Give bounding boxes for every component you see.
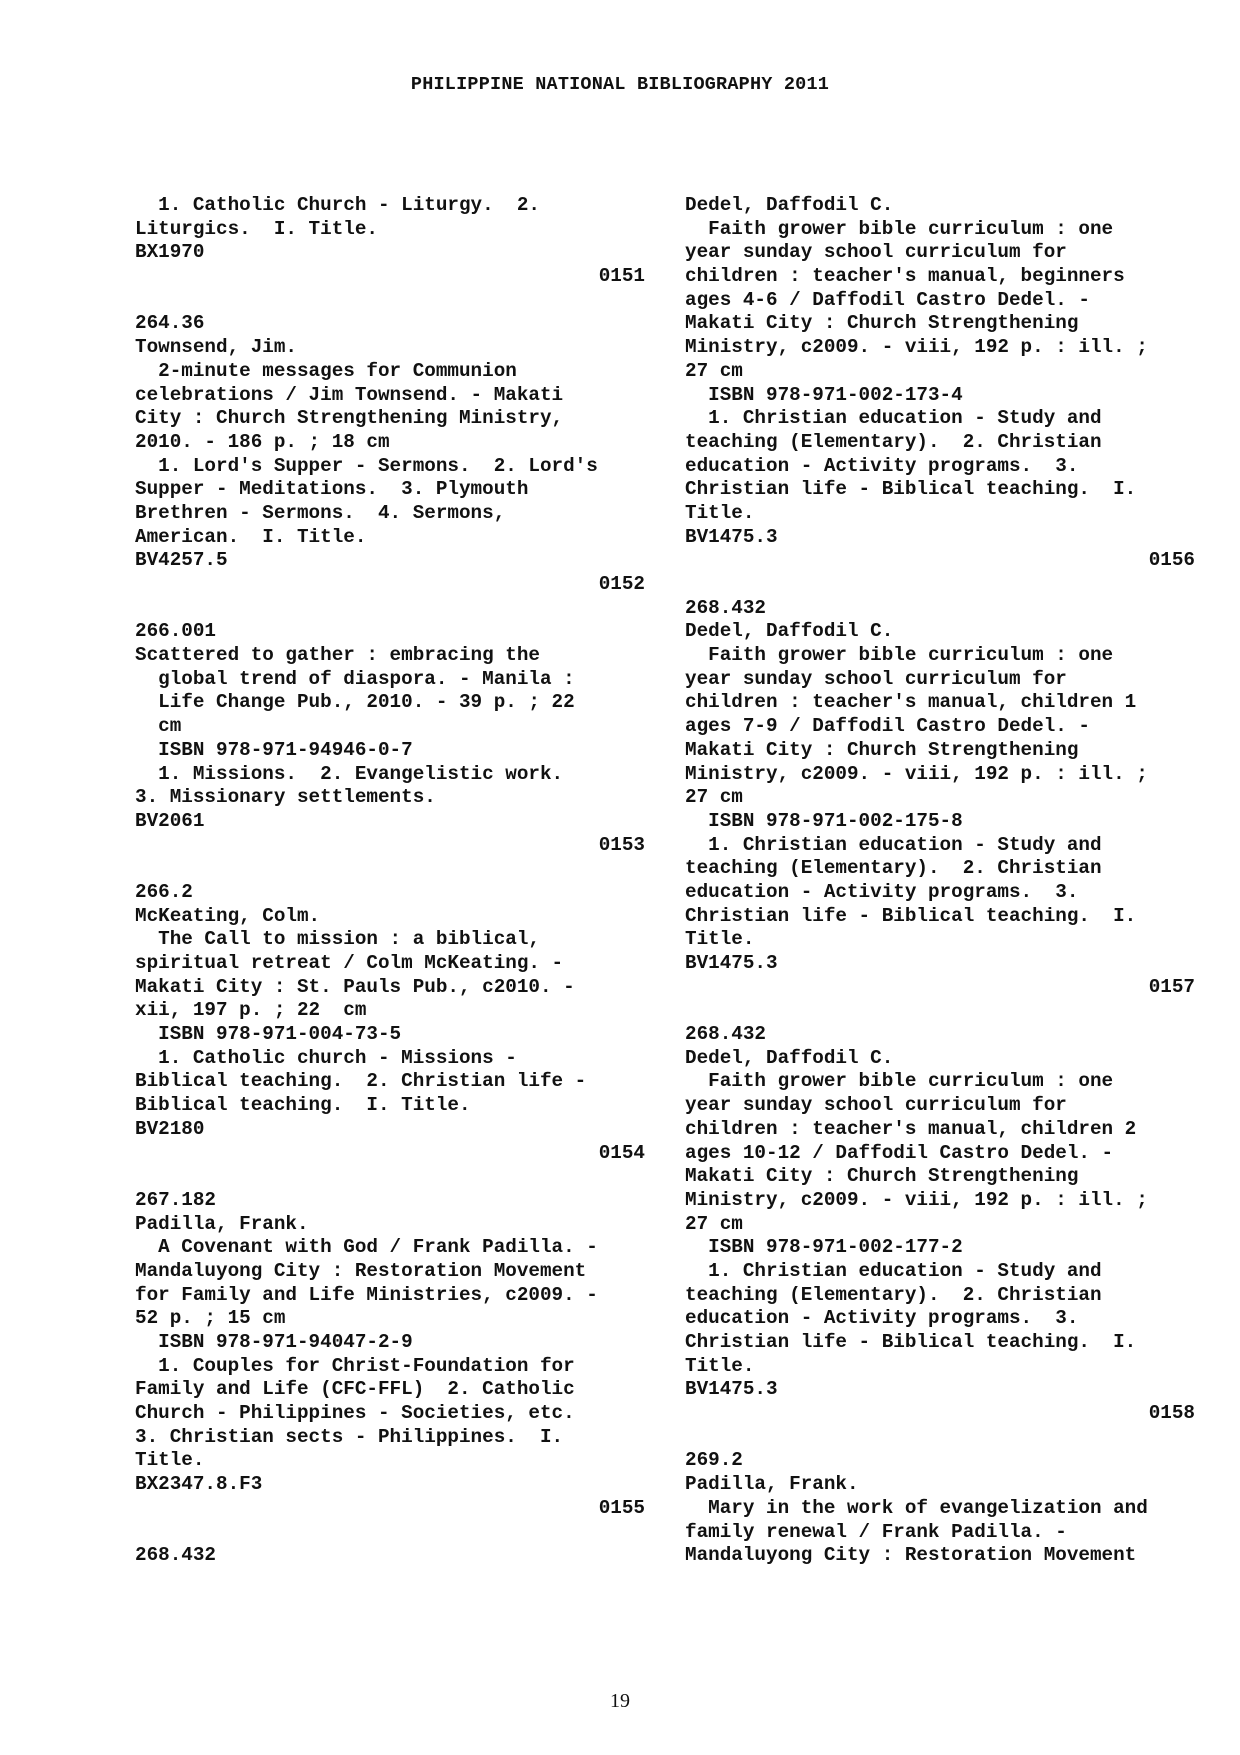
entry-line: ages 7-9 / Daffodil Castro Dedel. - bbox=[685, 715, 1090, 738]
entry-line: Dedel, Daffodil C. bbox=[685, 1046, 894, 1069]
entry-line: ISBN 978-971-94047-2-9 bbox=[135, 1331, 413, 1353]
entry-line: 268.432 bbox=[685, 596, 766, 619]
entry-line: The Call to mission : a biblical, bbox=[135, 928, 540, 951]
entry-line: Dedel, Daffodil C. bbox=[685, 620, 894, 643]
entry-line: 27 cm bbox=[685, 359, 743, 382]
entry-line: BX1970 bbox=[135, 241, 205, 264]
entry-number: 0157 bbox=[1148, 975, 1195, 998]
entry-line: Christian life - Biblical teaching. I. bbox=[685, 478, 1137, 501]
entry-line: children : teacher's manual, children 2 bbox=[685, 1117, 1137, 1140]
entry-line: 3. Christian sects - Philippines. I. bbox=[135, 1425, 564, 1448]
entry-line: Life Change Pub., 2010. - 39 p. ; 22 bbox=[135, 691, 575, 714]
entry-line: education - Activity programs. 3. bbox=[685, 1307, 1079, 1330]
blank-line bbox=[135, 597, 645, 621]
entry-line: 266.2 bbox=[135, 880, 193, 903]
entry-line: children : teacher's manual, beginners bbox=[685, 265, 1125, 288]
entry-line: BV2061 bbox=[135, 809, 205, 832]
entry-line: McKeating, Colm. bbox=[135, 904, 321, 927]
entry-number: 0153 bbox=[598, 833, 645, 856]
entry-line: A Covenant with God / Frank Padilla. - bbox=[135, 1236, 598, 1259]
entry-number: 0151 bbox=[598, 265, 645, 288]
blank-line bbox=[135, 857, 645, 881]
entry-line: Makati City : Church Strengthening bbox=[685, 738, 1079, 761]
entry-line: ISBN 978-971-004-73-5 bbox=[135, 1023, 402, 1046]
left-column bbox=[135, 194, 645, 1568]
blank-line bbox=[685, 1426, 1195, 1450]
entry-line: ISBN 978-971-002-177-2 bbox=[685, 1236, 963, 1259]
entry-line: 3. Missionary settlements. bbox=[135, 786, 436, 809]
entry-line: 1. Lord's Supper - Sermons. 2. Lord's bbox=[135, 454, 598, 477]
entry-line: for Family and Life Ministries, c2009. - bbox=[135, 1283, 598, 1306]
entry-line: 268.432 bbox=[135, 1544, 216, 1567]
entry-line: Makati City : Church Strengthening bbox=[685, 312, 1079, 335]
entry-line: BV2180 bbox=[135, 1117, 205, 1140]
entry-line: Faith grower bible curriculum : one bbox=[685, 217, 1114, 240]
entry-line: 27 cm bbox=[685, 786, 743, 809]
entry-line: Makati City : Church Strengthening bbox=[685, 1165, 1079, 1188]
entry-line: Makati City : St. Pauls Pub., c2010. - bbox=[135, 975, 575, 998]
entry-line: 266.001 bbox=[135, 620, 216, 643]
entry-line: ages 4-6 / Daffodil Castro Dedel. - bbox=[685, 288, 1090, 311]
entry-line: Scattered to gather : embracing the bbox=[135, 644, 540, 667]
entry-line: Dedel, Daffodil C. bbox=[685, 194, 894, 216]
blank-line bbox=[135, 289, 645, 313]
entry-line: BV1475.3 bbox=[685, 1378, 778, 1401]
entry-line: 1. Catholic church - Missions - bbox=[135, 1046, 517, 1069]
entry-line: 1. Catholic Church - Liturgy. 2. bbox=[135, 194, 540, 216]
entry-line: celebrations / Jim Townsend. - Makati bbox=[135, 383, 564, 406]
entry-line: BX2347.8.F3 bbox=[135, 1473, 263, 1496]
entry-line: 1. Couples for Christ-Foundation for bbox=[135, 1354, 575, 1377]
page-header: PHILIPPINE NATIONAL BIBLIOGRAPHY 2011 bbox=[410, 74, 830, 95]
entry-line: 267.182 bbox=[135, 1188, 216, 1211]
entry-line: Townsend, Jim. bbox=[135, 336, 297, 359]
entry-line: Title. bbox=[685, 928, 755, 951]
entry-line: American. I. Title. bbox=[135, 525, 367, 548]
entry-number: 0154 bbox=[598, 1141, 645, 1164]
entry-line: Padilla, Frank. bbox=[685, 1473, 859, 1496]
entry-line: teaching (Elementary). 2. Christian bbox=[685, 430, 1102, 453]
entry-line: 268.432 bbox=[685, 1023, 766, 1046]
entry-line: Biblical teaching. 2. Christian life - bbox=[135, 1070, 587, 1093]
entry-line: Mary in the work of evangelization and bbox=[685, 1496, 1148, 1519]
entry-line: Faith grower bible curriculum : one bbox=[685, 1070, 1114, 1093]
entry-line: spiritual retreat / Colm McKeating. - bbox=[135, 952, 564, 974]
entry-line: 2-minute messages for Communion bbox=[135, 359, 517, 382]
entry-line: Ministry, c2009. - viii, 192 p. : ill. ; bbox=[685, 762, 1148, 785]
entry-line: 1. Christian education - Study and bbox=[685, 833, 1102, 856]
entry-line: teaching (Elementary). 2. Christian bbox=[685, 857, 1102, 880]
entry-line: Christian life - Biblical teaching. I. bbox=[685, 904, 1137, 927]
entry-line: 269.2 bbox=[685, 1449, 743, 1472]
entry-line: global trend of diaspora. - Manila : bbox=[135, 667, 575, 690]
entry-line: Liturgics. I. Title. bbox=[135, 217, 378, 240]
entry-line: Padilla, Frank. bbox=[135, 1212, 309, 1235]
entry-line: ISBN 978-971-94946-0-7 bbox=[135, 738, 413, 761]
entry-line: BV1475.3 bbox=[685, 525, 778, 548]
blank-line bbox=[685, 573, 1195, 597]
entry-line: BV4257.5 bbox=[135, 549, 228, 572]
entry-line: ages 10-12 / Daffodil Castro Dedel. - bbox=[685, 1141, 1114, 1164]
blank-line bbox=[685, 999, 1195, 1023]
entry-line: cm bbox=[135, 715, 182, 738]
entry-line: family renewal / Frank Padilla. - bbox=[685, 1520, 1067, 1543]
entry-line: Church - Philippines - Societies, etc. bbox=[135, 1402, 575, 1425]
entry-line: 2010. - 186 p. ; 18 cm bbox=[135, 430, 390, 453]
entry-line: 264.36 bbox=[135, 312, 205, 335]
entry-line: Supper - Meditations. 3. Plymouth bbox=[135, 478, 529, 501]
entry-line: year sunday school curriculum for bbox=[685, 667, 1067, 690]
entry-line: Christian life - Biblical teaching. I. bbox=[685, 1331, 1137, 1353]
entry-line: xii, 197 p. ; 22 cm bbox=[135, 999, 367, 1022]
entry-number: 0152 bbox=[598, 573, 645, 595]
entry-line: 27 cm bbox=[685, 1212, 743, 1235]
entry-line: Faith grower bible curriculum : one bbox=[685, 644, 1114, 667]
entry-line: education - Activity programs. 3. bbox=[685, 880, 1079, 903]
entry-line: City : Church Strengthening Ministry, bbox=[135, 407, 564, 430]
entry-line: teaching (Elementary). 2. Christian bbox=[685, 1283, 1102, 1306]
blank-line bbox=[135, 1521, 645, 1545]
entry-line: Ministry, c2009. - viii, 192 p. : ill. ; bbox=[685, 336, 1148, 359]
entry-line: Biblical teaching. I. Title. bbox=[135, 1094, 471, 1117]
entry-line: Brethren - Sermons. 4. Sermons, bbox=[135, 501, 506, 524]
entry-line: year sunday school curriculum for bbox=[685, 241, 1067, 264]
page-number: 19 bbox=[610, 1690, 630, 1712]
entry-number: 0158 bbox=[1148, 1402, 1195, 1425]
entry-line: 1. Christian education - Study and bbox=[685, 407, 1102, 430]
entry-line: education - Activity programs. 3. bbox=[685, 454, 1079, 477]
entry-line: Title. bbox=[135, 1449, 205, 1472]
entry-line: year sunday school curriculum for bbox=[685, 1094, 1067, 1117]
entry-line: 1. Missions. 2. Evangelistic work. bbox=[135, 762, 564, 785]
entry-line: ISBN 978-971-002-175-8 bbox=[685, 809, 963, 832]
entry-line: ISBN 978-971-002-173-4 bbox=[685, 383, 963, 406]
entry-number: 0155 bbox=[598, 1496, 645, 1519]
entry-line: children : teacher's manual, children 1 bbox=[685, 691, 1137, 714]
entry-line: 1. Christian education - Study and bbox=[685, 1259, 1102, 1282]
blank-line bbox=[135, 1165, 645, 1189]
right-column bbox=[685, 194, 1195, 1568]
entry-line: 52 p. ; 15 cm bbox=[135, 1307, 286, 1330]
entry-line: BV1475.3 bbox=[685, 952, 778, 974]
entry-line: Family and Life (CFC-FFL) 2. Catholic bbox=[135, 1378, 575, 1401]
entry-line: Mandaluyong City : Restoration Movement bbox=[685, 1544, 1137, 1567]
entry-line: Title. bbox=[685, 501, 755, 524]
entry-number: 0156 bbox=[1148, 549, 1195, 572]
entry-line: Mandaluyong City : Restoration Movement bbox=[135, 1259, 587, 1282]
entry-line: Title. bbox=[685, 1354, 755, 1377]
entry-line: Ministry, c2009. - viii, 192 p. : ill. ; bbox=[685, 1188, 1148, 1211]
